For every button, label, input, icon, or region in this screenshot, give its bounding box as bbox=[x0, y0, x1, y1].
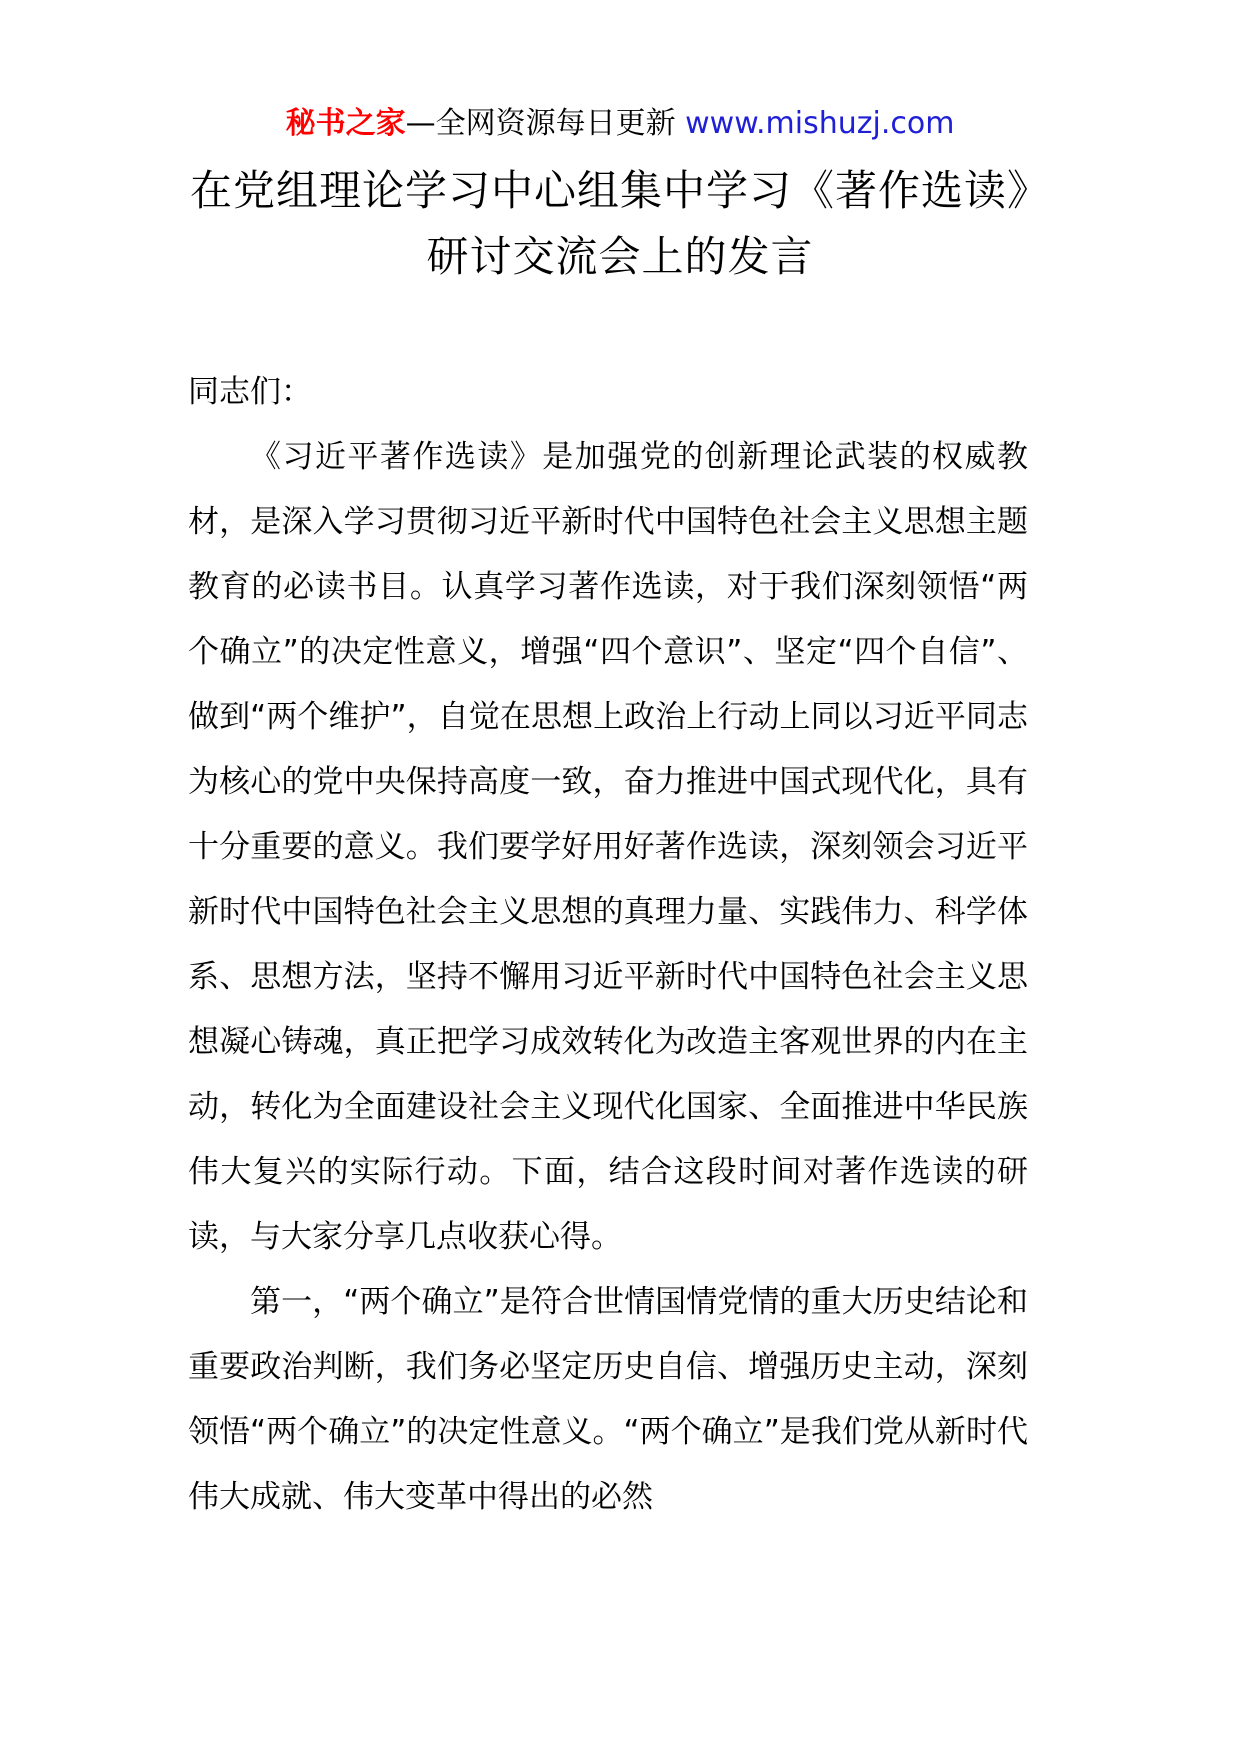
brand-name: 秘书之家 bbox=[285, 106, 406, 141]
brand-url-link[interactable]: www.mishuzj.com bbox=[685, 106, 955, 141]
brand-tagline: —全网资源每日更新 bbox=[405, 106, 686, 141]
document-body bbox=[188, 360, 1028, 1530]
site-header-banner bbox=[0, 100, 1240, 148]
body-paragraph: 《习近平著作选读》是加强党的创新理论武装的权威教材，是深入学习贯彻习近平新时代中国特色社会主义思想主题教育的必读书目。认真学习著作选读，对于我们深刻领悟“两个确立”的决定性意义，增强“四个意识”、坚定“四个自信”、做到“两个维护”，自觉在思想上政治上行动上同以习近平同志为核心的党中央保持高度一致，奋力推进中国式现代化，具有十分重要的意义。我们要学好用好著作选读，深刻领会习近平新时代中国特色社会主义思想的真理力量、实践伟力、科学体系、思想方法，坚持不懈用习近平新时代中国特色社会主义思想凝心铸魂，真正把学习成效转化为改造主客观世界的内在主动，转化为全面建设社会主义现代化国家、全面推进中华民族伟大复兴的实际行动。下面，结合这段时间对著作选读的研读，与大家分享几点收获心得。 bbox=[188, 439, 1028, 1255]
document-title: 在党组理论学习中心组集中学习《著作选读》研讨交流会上的发言 bbox=[190, 166, 1051, 281]
salutation: 同志们： bbox=[188, 374, 312, 410]
body-paragraph: 第一，“两个确立”是符合世情国情党情的重大历史结论和重要政治判断，我们务必坚定历史自信、增强历史主动，深刻领悟“两个确立”的决定性意义。“两个确立”是我们党从新时代伟大成就、伟大变革中得出的必然 bbox=[188, 1284, 1028, 1515]
